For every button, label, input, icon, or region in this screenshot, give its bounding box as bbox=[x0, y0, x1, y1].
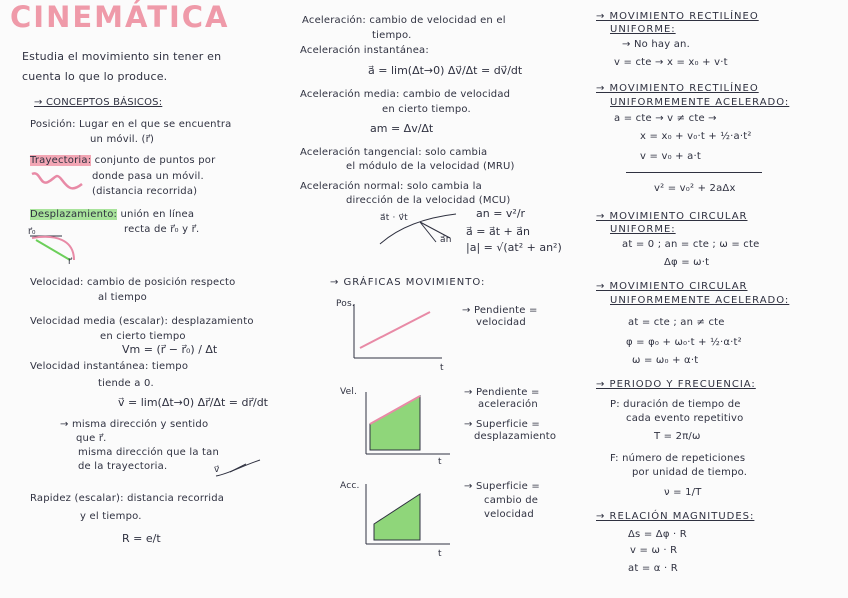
vel-media-line-2: en cierto tiempo bbox=[100, 331, 186, 342]
velocidad-line-1: Velocidad: cambio de posición respecto bbox=[30, 277, 236, 288]
acel-tang-line-2: el módulo de la velocidad (MRU) bbox=[346, 161, 515, 172]
desplazamiento-line-2: recta de r⃗₀ y r⃗. bbox=[124, 224, 200, 235]
periodo-line-5: por unidad de tiempo. bbox=[632, 467, 748, 478]
v-arrow-label: v⃗ bbox=[214, 465, 220, 475]
periodo-heading: → PERIODO Y FRECUENCIA: bbox=[596, 379, 756, 390]
vel-note-3: misma dirección que la tan bbox=[78, 447, 220, 458]
a-mod-formula: |a| = √(at² + an²) bbox=[466, 241, 562, 254]
acel-inst-label: Aceleración instantánea: bbox=[300, 45, 429, 56]
mrua-heading-1: → MOVIMIENTO RECTILÍNEO bbox=[596, 83, 759, 94]
graph-acc-note-3: velocidad bbox=[484, 509, 534, 520]
trayectoria-line-1 bbox=[30, 154, 215, 167]
rapidez-line-1: Rapidez (escalar): distancia recorrida bbox=[30, 493, 225, 504]
mcu-heading-2: UNIFORME: bbox=[610, 224, 676, 235]
vm-formula: Vm = (r⃗ − r⃗₀) / Δt bbox=[122, 343, 218, 356]
trayectoria-line-3: (distancia recorrida) bbox=[92, 186, 198, 197]
vec-r-label: r⃗ bbox=[68, 257, 72, 267]
graph-vel-ylabel: Vel. bbox=[340, 387, 358, 397]
intro-line-1: Estudia el movimiento sin tener en bbox=[22, 50, 222, 63]
mru-heading-2: UNIFORME: bbox=[610, 24, 676, 35]
aceleracion-line-2: tiempo. bbox=[372, 30, 412, 41]
vel-media-line-1: Velocidad media (escalar): desplazamiento bbox=[30, 316, 254, 327]
basicos-heading: → CONCEPTOS BÁSICOS: bbox=[34, 97, 163, 108]
graph-vel-note-3: → Superficie = bbox=[464, 419, 540, 430]
velocidad-line-2: al tiempo bbox=[98, 292, 147, 303]
mcua-heading-2: UNIFORMEMENTE ACELERADO: bbox=[610, 295, 790, 306]
graph-vel-note-2: aceleración bbox=[478, 399, 538, 410]
vel-note-1: → misma dirección y sentido bbox=[60, 419, 209, 430]
mrua-divider bbox=[626, 172, 762, 173]
vel-inst-line-2: tiende a 0. bbox=[98, 378, 154, 389]
graph-pos-note-2: velocidad bbox=[476, 317, 526, 328]
am-formula: am = Δv/Δt bbox=[370, 122, 434, 135]
mcua-line-1: at = cte ; an ≠ cte bbox=[628, 317, 725, 328]
graficas-heading: → GRÁFICAS MOVIMIENTO: bbox=[330, 277, 486, 288]
mcu-line-2: Δφ = ω·t bbox=[664, 257, 710, 268]
vel-inst-line-1: Velocidad instantánea: tiempo bbox=[30, 361, 189, 372]
trayectoria-label: Trayectoria: bbox=[30, 155, 92, 166]
periodo-line-6: ν = 1/T bbox=[664, 487, 702, 498]
mcua-heading-1: → MOVIMIENTO CIRCULAR bbox=[596, 281, 748, 292]
desplazamiento-line-1 bbox=[30, 208, 194, 221]
graph-pos-note-1: → Pendiente = bbox=[462, 305, 538, 316]
mrua-line-3: v = v₀ + a·t bbox=[640, 151, 701, 162]
relacion-line-2: v = ω · R bbox=[630, 545, 678, 556]
page-title: CINEMÁTICA bbox=[10, 0, 230, 34]
an-formula: an = v²/r bbox=[476, 207, 526, 220]
mcua-line-2: φ = φ₀ + ω₀·t + ½·α·t² bbox=[626, 337, 742, 348]
trayectoria-squiggle-icon bbox=[30, 168, 86, 196]
periodo-line-4: F: número de repeticiones bbox=[610, 453, 746, 464]
a-sum-formula: a⃗ = a⃗t + a⃗n bbox=[466, 225, 530, 238]
mru-line-2: v = cte → x = x₀ + v·t bbox=[614, 57, 728, 68]
graph-acc-ylabel: Acc. bbox=[340, 481, 360, 491]
mru-line-1: → No hay an. bbox=[622, 39, 690, 50]
mrua-line-4: v² = v₀² + 2aΔx bbox=[654, 183, 736, 194]
v-formula: v⃗ = lim(Δt→0) Δr⃗/Δt = dr⃗/dt bbox=[118, 396, 268, 409]
graph-pos-xlabel: t bbox=[440, 363, 444, 373]
acel-tang-line-1: Aceleración tangencial: solo cambia bbox=[300, 147, 488, 158]
mcua-line-3: ω = ω₀ + α·t bbox=[632, 355, 699, 366]
relacion-line-3: at = α · R bbox=[628, 563, 678, 574]
graph-position bbox=[348, 300, 448, 376]
at-text: a⃗t bbox=[380, 213, 390, 223]
mrua-line-2: x = x₀ + v₀·t + ½·a·t² bbox=[640, 131, 752, 142]
posicion-line-1: Posición: Lugar en el que se encuentra bbox=[30, 119, 232, 130]
graph-acceleration bbox=[360, 480, 456, 554]
aceleracion-line-1: Aceleración: cambio de velocidad en el bbox=[302, 15, 506, 26]
rapidez-formula: R = e/t bbox=[122, 532, 161, 545]
desplazamiento-label: Desplazamiento: bbox=[30, 209, 118, 220]
acel-normal-line-2: dirección de la velocidad (MCU) bbox=[346, 195, 511, 206]
graph-acc-note-2: cambio de bbox=[484, 495, 539, 506]
at-label: a⃗t · v⃗t bbox=[380, 213, 408, 223]
desplazamiento-text: unión en línea bbox=[117, 209, 195, 220]
periodo-line-2: cada evento repetitivo bbox=[626, 413, 744, 424]
posicion-line-2: un móvil. (r⃗) bbox=[90, 134, 155, 145]
graph-vel-note-1: → Pendiente = bbox=[464, 387, 540, 398]
relacion-line-1: Δs = Δφ · R bbox=[628, 529, 687, 540]
acel-media-line-1: Aceleración media: cambio de velocidad bbox=[300, 89, 511, 100]
acel-media-line-2: en cierto tiempo. bbox=[382, 104, 471, 115]
an-label: a⃗n bbox=[440, 235, 452, 245]
a-formula: a⃗ = lim(Δt→0) Δv⃗/Δt = dv⃗/dt bbox=[368, 64, 523, 77]
vec-r0-label: r⃗₀ bbox=[28, 227, 36, 237]
mcu-heading-1: → MOVIMIENTO CIRCULAR bbox=[596, 211, 748, 222]
acel-normal-line-1: Aceleración normal: solo cambia la bbox=[300, 181, 482, 192]
vel-note-4: de la trayectoria. bbox=[78, 461, 168, 472]
vel-note-2: que r⃗. bbox=[76, 433, 107, 444]
graph-pos-ylabel: Pos. bbox=[336, 299, 355, 309]
mrua-heading-2: UNIFORMEMENTE ACELERADO: bbox=[610, 97, 790, 108]
mrua-line-1: a = cte → v ≠ cte → bbox=[614, 113, 717, 124]
rapidez-line-2: y el tiempo. bbox=[80, 511, 142, 522]
vt-text: v⃗t bbox=[398, 213, 408, 223]
periodo-line-1: P: duración de tiempo de bbox=[610, 399, 741, 410]
graph-vel-xlabel: t bbox=[438, 457, 442, 467]
trayectoria-text: conjunto de puntos por bbox=[91, 155, 216, 166]
graph-velocity bbox=[360, 388, 456, 466]
mcu-line-1: at = 0 ; an = cte ; ω = cte bbox=[622, 239, 760, 250]
intro-line-2: cuenta lo que lo produce. bbox=[22, 70, 168, 83]
graph-acc-xlabel: t bbox=[438, 549, 442, 559]
periodo-line-3: T = 2π/ω bbox=[654, 431, 701, 442]
graph-acc-note-1: → Superficie = bbox=[464, 481, 540, 492]
graph-vel-note-4: desplazamiento bbox=[474, 431, 557, 442]
relacion-heading: → RELACIÓN MAGNITUDES: bbox=[596, 511, 755, 522]
mru-heading-1: → MOVIMIENTO RECTILÍNEO bbox=[596, 11, 759, 22]
trayectoria-line-2: donde pasa un móvil. bbox=[92, 171, 204, 182]
